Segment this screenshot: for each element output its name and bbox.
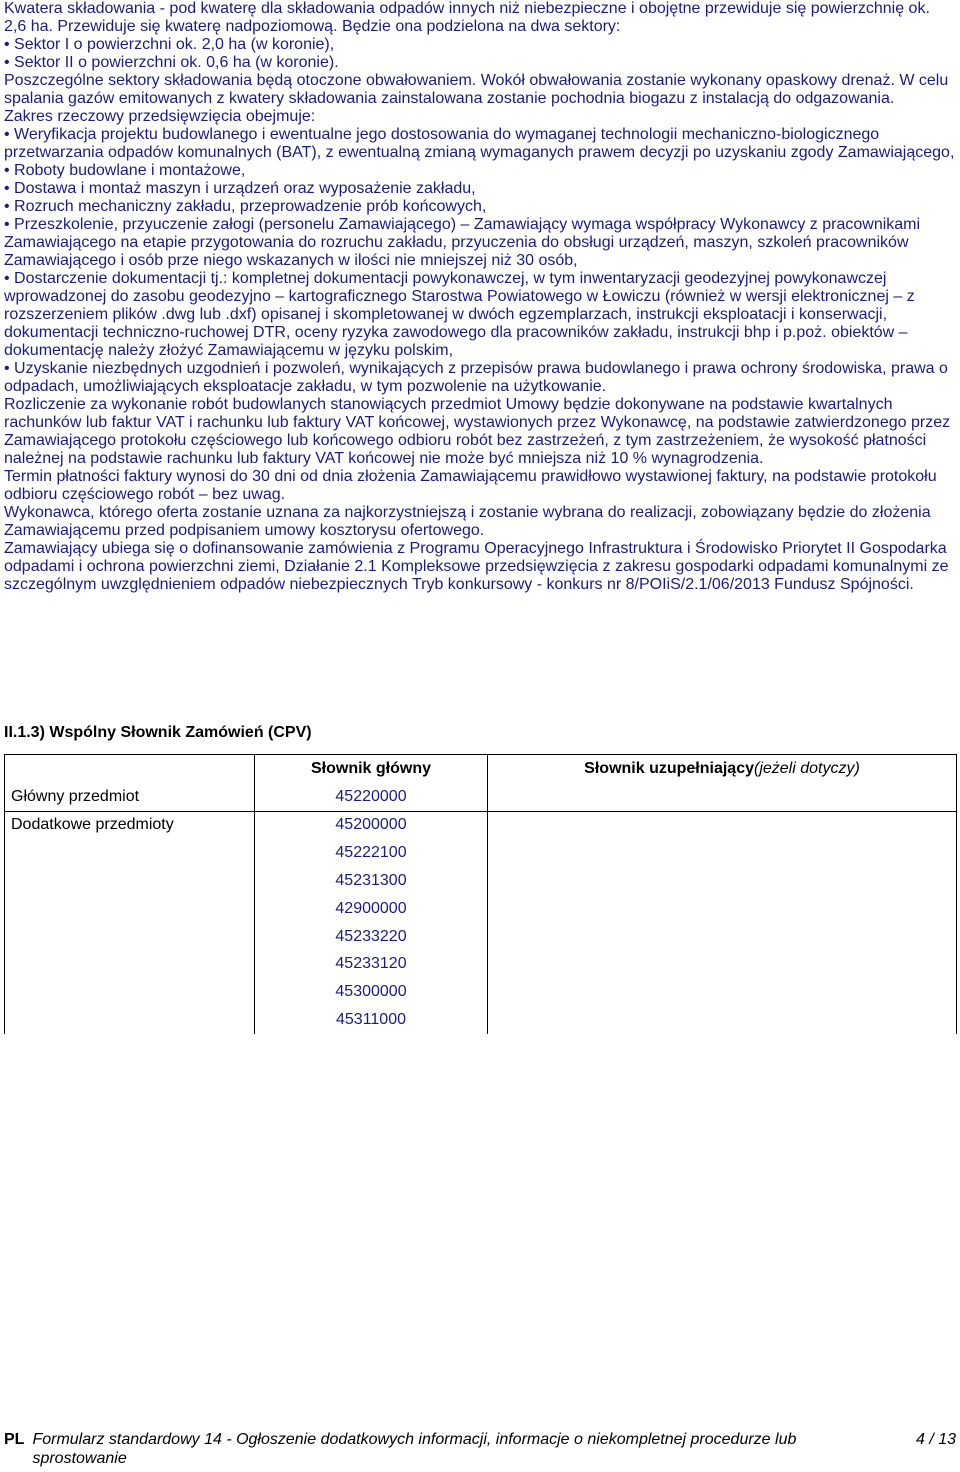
additional-code: 45233220 xyxy=(255,923,488,951)
table-row xyxy=(5,755,957,783)
footer-form-title: Formularz standardowy 14 - Ogłoszenie dodatkowych informacji, informacje o niekompletnej procedurze lub sprostowanie xyxy=(32,1431,797,1467)
list-item-weryfikacja: • Weryfikacja projektu budowlanego i ewentualne jego dostosowania do wymaganej technologii mechaniczno-biologicznego przetwarzania odpadów komunalnych (BAT), z ewentualną zmianą wymaganych prawem decyzji po uzyskaniu zgody Zamawiającego, xyxy=(4,126,955,161)
list-item-dostawa: • Dostawa i montaż maszyn i urządzeń oraz wyposażenie zakładu, xyxy=(4,180,476,197)
page-footer xyxy=(4,1430,956,1468)
table-row xyxy=(5,783,957,811)
cpv-table xyxy=(4,754,957,1034)
header-main-dictionary: Słownik główny xyxy=(255,755,488,783)
list-item-sektor-1: • Sektor I o powierzchni ok. 2,0 ha (w koronie), xyxy=(4,36,335,53)
list-item-przeszkolenie: • Przeszkolenie, przyuczenie załogi (personelu Zamawiającego) – Zamawiający wymaga współpracy Wykonawcy z pracownikami Zamawiającego na etapie przygotowania do rozruchu zakładu, przyuczenia do obsługi urządzeń, maszyn, szkoleń pracowników Zamawiającego i osób prze niego wskazanych w ilości nie mniejszej niż 30 osób, xyxy=(4,216,925,269)
table-row xyxy=(5,867,957,895)
main-code: 45220000 xyxy=(255,783,488,811)
list-item-roboty: • Roboty budowlane i montażowe, xyxy=(4,162,246,179)
table-row xyxy=(5,951,957,979)
additional-subjects-label: Dodatkowe przedmioty xyxy=(5,811,255,839)
additional-code: 45300000 xyxy=(255,978,488,1006)
table-row xyxy=(5,978,957,1006)
table-row xyxy=(5,923,957,951)
cpv-section-title: II.1.3) Wspólny Słownik Zamówień (CPV) xyxy=(4,724,312,741)
document-body xyxy=(4,0,956,594)
list-item-uzgodnienia: • Uzyskanie niezbędnych uzgodnień i pozwoleń, wynikających z przepisów prawa budowlanego i prawa ochrony środowiska, prawa o odpadach, umożliwiających eksploatacje zakładu, w tym pozwolenie na użytkowanie. xyxy=(4,360,953,395)
paragraph-dofinansowanie: Zamawiający ubiega się o dofinansowanie zamówienia z Programu Operacyjnego Infrastruktura i Środowisko Priorytet II Gospodarka odpadami i ochrona powierzchni ziemi, Działanie 2.1 Kompleksowe przedsięwzięcia z zakresu gospodarki odpadami komunalnymi ze szczególnym uwzględnieniem odpadów niebezpiecznych Tryb konkursowy - konkurs nr 8/POIiS/2.1/06/2013 Fundusz Spójności. xyxy=(4,540,953,593)
list-item-dokumentacja: • Dostarczenie dokumentacji tj.: kompletnej dokumentacji powykonawczej, w tym inwentaryzacji geodezyjnej powykonawczej wprowadzonej do zasobu geodezyjno – kartograficznego Starostwa Powiatowego w Łowiczu (również w wersji elektronicznej – z rozszerzeniem plików .dwg lub .dxf) opisanej i skompletowanej w dwóch egzemplarzach, instrukcji eksploatacji i konserwacji, dokumentacji techniczno-ruchowej DTR, oceny ryzyka zawodowego dla pracowników zakładu, instrukcji bhp i p.poż. obiektów – dokumentację należy złożyć Zamawiającemu w języku polskim, xyxy=(4,270,920,359)
table-row xyxy=(5,895,957,923)
paragraph-obwalowanie: Poszczególne sektory składowania będą otoczone obwałowaniem. Wokół obwałowania zostanie wykonany opaskowy drenaż. W celu spalania gazów emitowanych z kwatery składowania zainstalowana zostanie pochodnia biogazu z instalacją do odgazowania. xyxy=(4,72,953,107)
additional-code: 45233120 xyxy=(255,951,488,979)
list-item-sektor-2: • Sektor II o powierzchni ok. 0,6 ha (w koronie). xyxy=(4,54,339,71)
paragraph-kwatera: Kwatera składowania - pod kwaterę dla składowania odpadów innych niż niebezpieczne i obojętne przewiduje się powierzchnię ok. 2,6 ha. Przewiduje się kwaterę nadpoziomową. Będzie ona podzielona na dwa sektory: xyxy=(4,0,935,35)
additional-code: 45222100 xyxy=(255,839,488,867)
table-row xyxy=(5,839,957,867)
paragraph-zakres: Zakres rzeczowy przedsięwzięcia obejmuje: xyxy=(4,108,316,125)
additional-code: 42900000 xyxy=(255,895,488,923)
main-subject-label: Główny przedmiot xyxy=(5,783,255,811)
additional-code: 45200000 xyxy=(255,811,488,839)
footer-page-number: 4 / 13 xyxy=(915,1431,956,1448)
table-row xyxy=(5,811,957,839)
paragraph-rozliczenie: Rozliczenie za wykonanie robót budowlanych stanowiących przedmiot Umowy będzie dokonywane na podstawie kwartalnych rachunków lub faktur VAT i rachunku lub faktury VAT końcowej, wystawionych przez Wykonawcę, na podstawie zatwierdzonego przez Zamawiającego protokołu częściowego lub końcowego odbioru robót bez zastrzeżeń, z tym zastrzeżeniem, że wysokość płatności należnej na podstawie rachunku lub faktury VAT końcowej nie może być mniejsza niż 10 % wynagrodzenia. xyxy=(4,396,955,467)
paragraph-kosztorys: Wykonawca, którego oferta zostanie uznana za najkorzystniejszą i zostanie wybrana do realizacji, zobowiązany będzie do złożenia Zamawiającemu przed podpisaniem umowy kosztorysu ofertowego. xyxy=(4,504,936,539)
paragraph-termin: Termin płatności faktury wynosi do 30 dni od dnia złożenia Zamawiającemu prawidłowo wystawionej faktury, na podstawie protokołu odbioru częściowego robót – bez uwag. xyxy=(4,468,942,503)
list-item-rozruch: • Rozruch mechaniczny zakładu, przeprowadzenie prób końcowych, xyxy=(4,198,487,215)
header-supp-note: (jeżeli dotyczy) xyxy=(754,759,860,777)
additional-code: 45231300 xyxy=(255,867,488,895)
table-row xyxy=(5,1006,957,1034)
footer-language: PL xyxy=(4,1431,25,1448)
additional-code: 45311000 xyxy=(255,1006,488,1034)
header-supp-label: Słownik uzupełniający xyxy=(584,759,754,777)
header-supplementary-dictionary xyxy=(488,755,957,783)
